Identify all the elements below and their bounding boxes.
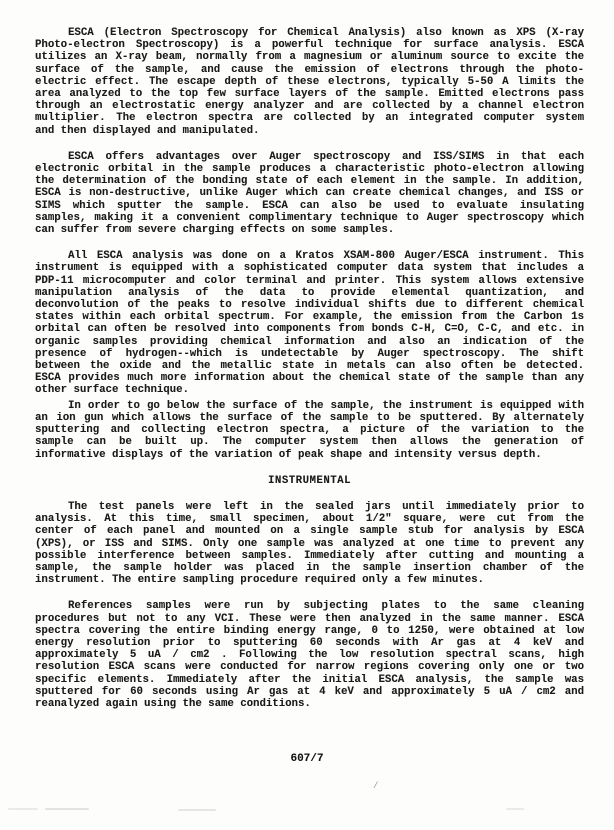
text-line: spectra covering the entire binding energy range, 0 to 1250, were obtained at low — [35, 624, 584, 637]
text-line: samples, making it a convenient complimentary technique to Auger spectroscopy which — [35, 211, 584, 224]
paragraph — [35, 151, 584, 236]
text-line: ESCA (Electron Spectroscopy for Chemical Analysis) also known as XPS (X-ray — [68, 27, 584, 39]
text-line: surface of the sample, and cause the emission of electrons through the photo- — [35, 63, 584, 76]
text-line: can suffer from severe charging effects on some samples. — [35, 224, 395, 237]
scan-artifact-smudge — [506, 808, 524, 810]
paragraph — [35, 400, 584, 461]
scan-artifact-smudge — [8, 808, 38, 810]
text-line: sample can be built up. The computer system then allows the generation of — [35, 436, 584, 449]
text-line: electric effect. The escape depth of these electrons, typically 5-50 A limits the — [35, 75, 584, 88]
text-line: instrument is equipped with a sophisticated computer data system that includes a — [35, 262, 584, 275]
paragraph — [35, 27, 584, 137]
text-line: References samples were run by subjecting plates to the same cleaning — [68, 600, 584, 613]
text-line: ESCA is non-destructive, unlike Auger which can create chemical changes, and ISS or — [35, 187, 584, 200]
text-line: possible interference between samples. Immediately after cutting and mounting a — [35, 549, 584, 562]
text-line: ESCA offers advantages over Auger spectroscopy and ISS/SIMS in that each — [68, 150, 584, 163]
text-line: ESCA provides much more information about the chemical state of the sample than any — [35, 372, 584, 385]
text-line: sputtered for 60 seconds using Ar gas at 4 keV and approximately 5 uA / cm2 and — [35, 685, 584, 698]
text-line: (XPS), or ISS and SIMS. Only one sample was analyzed at one time to prevent any — [35, 537, 584, 550]
text-line: instrument. The entire sampling procedure required only a few minutes. — [35, 574, 484, 587]
text-line: analysis. At this time, small specimen, about 1/2" square, were cut from the — [35, 513, 584, 526]
paragraph — [35, 250, 584, 396]
scan-artifact-slash: / — [373, 781, 379, 791]
text-line: All ESCA analysis was done on a Kratos XSAM-800 Auger/ESCA instrument. This — [68, 250, 584, 263]
text-line: and then displayed and manipulated. — [35, 124, 260, 137]
text-line: resolution ESCA scans were conducted for narrow regions covering only one or two — [35, 661, 584, 674]
text-line: Photo-electron Spectroscopy) is a powerful technique for surface analysis. ESCA — [35, 39, 584, 52]
section-heading: INSTRUMENTAL — [268, 474, 351, 487]
text-line: multiplier. The electron spectra are collected by an integrated computer system — [35, 112, 584, 125]
text-line: specific elements. Immediately after the initial ESCA analysis, the sample was — [35, 673, 584, 686]
text-line: the determination of the bonding state of each element in the sample. In addition, — [35, 175, 584, 188]
text-line: between the oxide and the metallic state in metals can also often be detected. — [35, 360, 584, 373]
text-line: PDP-11 microcomputer and color terminal and printer. This system allows extensive — [35, 274, 584, 287]
text-line: center of each panel and mounted on a single sample stub for analysis by ESCA — [35, 525, 584, 538]
paragraph — [35, 501, 584, 586]
text-line: The test panels were left in the sealed jars until immediately prior to — [68, 500, 584, 513]
text-line: organic samples providing chemical information and also an indication of the — [35, 335, 584, 348]
text-line: area analyzed to the top few surface layers of the sample. Emitted electrons pass — [35, 88, 584, 101]
page-number: 607/7 — [290, 753, 324, 765]
text-line: electronic orbital in the sample produces a characteristic photo-electron allowing — [35, 163, 584, 176]
text-line: procedures but not to any VCI. These were then analyzed in the same manner. ESCA — [35, 612, 584, 625]
text-line: sample, the sample holder was placed in the sample insertion chamber of the — [35, 561, 584, 574]
scan-artifact-smudge — [45, 808, 89, 810]
text-line: orbital can often be resolved into components from bonds C-H, C=O, C-C, and etc. in — [35, 323, 584, 336]
text-line: an ion gun which allows the surface of the sample to be sputtered. By alternately — [35, 411, 584, 424]
text-line: energy resolution prior to sputtering 60 seconds with Ar gas at 4 keV and — [35, 636, 584, 649]
text-line: other surface technique. — [35, 384, 189, 397]
text-line: In order to go below the surface of the sample, the instrument is equipped with — [68, 399, 584, 412]
paragraph — [35, 600, 584, 710]
scan-artifact-smudge — [178, 809, 216, 811]
text-line: states within each orbital spectrum. For example, the emission from the Carbon 1s — [35, 311, 584, 324]
text-line: sputtering and collecting electron spectra, a picture of the variation to the — [35, 424, 584, 437]
text-line: utilizes an X-ray beam, normally from a magnesium or aluminum source to excite the — [35, 51, 584, 64]
text-line: presence of hydrogen--which is undetectable by Auger spectroscopy. The shift — [35, 347, 584, 360]
text-line: approximately 5 uA / cm2 . Following the low resolution spectral scans, high — [35, 649, 584, 662]
document-body — [35, 27, 584, 710]
text-line: manipulation analysis of the data to provide elemental quantization, and — [35, 286, 584, 299]
text-line: deconvolution of the peaks to resolve individual shifts due to different chemical — [35, 299, 584, 312]
text-line: informative displays of the variation of peak shape and intensity versus depth. — [35, 448, 542, 461]
text-line: through an electrostatic energy analyzer and are collected by a channel electron — [35, 100, 584, 113]
text-line: SIMS which sputter the sample. ESCA can also be used to evaluate insulating — [35, 199, 584, 212]
text-line: reanalyzed again using the same conditions. — [35, 697, 311, 710]
